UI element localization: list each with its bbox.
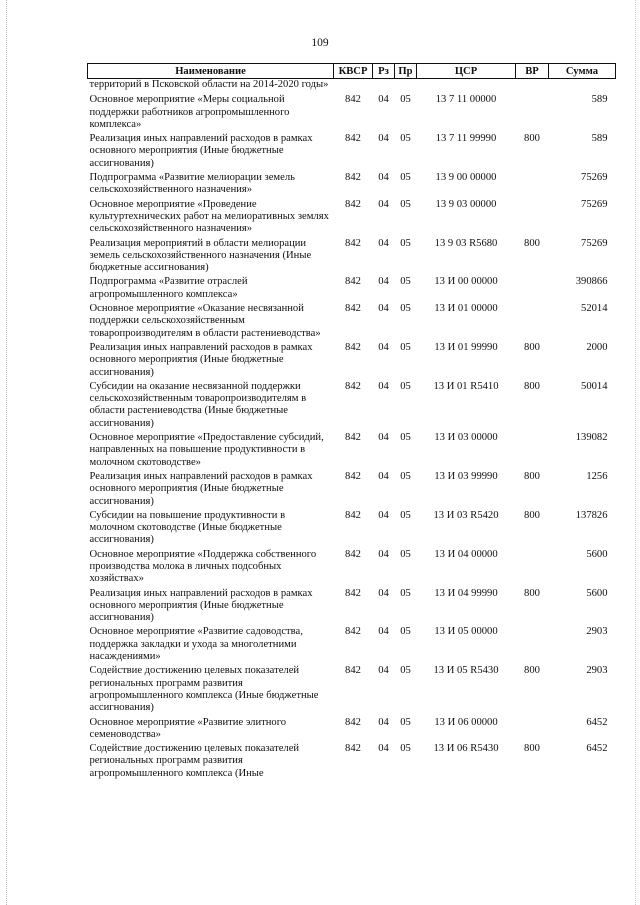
cell-csr: 13 И 06 R5430: [433, 743, 499, 755]
cell-vr: [516, 199, 549, 238]
cell-sum: 6452: [586, 716, 608, 728]
cell-kvsr: 842: [345, 237, 361, 249]
cell-name: Основное мероприятие «Предоставление субсидий, направленных на повышение продуктивности в молочном скотоводстве»: [89, 432, 324, 468]
cell-csr: 13 И 01 00000: [434, 303, 498, 315]
cell-rz: 04: [378, 743, 389, 755]
cell-vr: [516, 303, 549, 342]
cell-sum: 589: [591, 133, 608, 145]
cell-pr: 05: [400, 626, 411, 638]
cell-vr: [516, 94, 549, 133]
cell-sum: 75269: [581, 172, 608, 184]
cell-pr: 05: [400, 198, 411, 210]
cell-name: Основное мероприятие «Меры социальной поддержки работников агропромышленного комплекса»: [89, 94, 290, 130]
cell-name: Основное мероприятие «Проведение культуртехнических работ на мелиоративных землях сельскохозяйственного назначения»: [89, 198, 329, 235]
cell-vr: 800: [524, 380, 540, 392]
cell-vr: 800: [524, 237, 540, 249]
header-rz: Рз: [373, 64, 395, 79]
cell-vr: [516, 626, 549, 665]
cell-rz: 04: [378, 172, 389, 184]
cell-kvsr: 842: [345, 432, 361, 444]
cell-pr: 05: [400, 548, 411, 560]
header-name: Наименование: [88, 64, 334, 79]
cell-rz: 04: [378, 665, 389, 677]
cell-sum: 1256: [586, 470, 608, 482]
cell-sum: 52014: [581, 303, 608, 315]
table-row: [88, 588, 616, 627]
table-row: [88, 510, 616, 549]
cell-pr: 05: [400, 587, 411, 599]
header-sum: Сумма: [549, 64, 616, 79]
cell-name: Подпрограмма «Развитие отраслей агропромышленного комплекса»: [89, 276, 248, 300]
cell-csr: 13 И 00 00000: [434, 276, 498, 288]
cell-rz: 04: [378, 626, 389, 638]
cell-name: Содействие достижению целевых показателей региональных программ развития агропромышленного комплекса (Иные: [89, 743, 300, 779]
cell-pr: 05: [400, 743, 411, 755]
cell-pr: 05: [400, 665, 411, 677]
cell-name: Реализация иных направлений расходов в рамках основного мероприятия (Иные бюджетные ассигнования): [89, 587, 313, 624]
cell-csr: 13 9 03 R5680: [434, 237, 498, 249]
cell-csr: 13 И 01 99990: [434, 341, 498, 353]
cell-kvsr: 842: [345, 470, 361, 482]
cell-csr: 13 И 05 00000: [434, 626, 498, 638]
cell-sum: 5600: [586, 548, 608, 560]
cell-kvsr: 842: [345, 341, 361, 353]
table-header-row: [88, 64, 616, 79]
cell-sum: 75269: [581, 198, 608, 210]
cell-csr: 13 7 11 99990: [435, 133, 497, 145]
cell-name: Реализация иных направлений расходов в рамках основного мероприятия (Иные бюджетные ассигнования): [89, 341, 313, 378]
table-row: [88, 342, 616, 381]
table-row: [88, 238, 616, 277]
cell-sum: 6452: [586, 743, 608, 755]
cell-name: Основное мероприятие «Развитие садоводства, поддержка закладки и ухода за многолетними насаждениями»: [89, 626, 303, 663]
cell-csr: 13 И 03 00000: [434, 432, 498, 444]
cell-vr: [516, 432, 549, 471]
budget-table-container: [87, 63, 615, 782]
table-row: [88, 743, 616, 782]
cell-kvsr: 842: [345, 743, 361, 755]
cell-name: Подпрограмма «Развитие мелиорации земель сельскохозяйственного назначения»: [89, 172, 295, 196]
cell-csr: 13 И 05 R5430: [433, 665, 499, 677]
cell-kvsr: 842: [345, 276, 361, 288]
table-row: [88, 471, 616, 510]
cell-sum: 2903: [586, 626, 608, 638]
header-pr: Пр: [395, 64, 417, 79]
cell-kvsr: 842: [345, 94, 361, 106]
table-row: [88, 381, 616, 432]
header-kvsr: КВСР: [334, 64, 373, 79]
cell-sum: 2000: [586, 341, 608, 353]
cell-rz: 04: [378, 341, 389, 353]
cell-kvsr: 842: [345, 380, 361, 392]
cell-kvsr: 842: [345, 509, 361, 521]
scan-edge-left: [6, 0, 7, 905]
cell-rz: 04: [378, 470, 389, 482]
table-row: [88, 626, 616, 665]
cell-vr: [516, 549, 549, 588]
cell-vr: 800: [524, 665, 540, 677]
table-row: [88, 665, 616, 716]
cell-csr: 13 И 06 00000: [434, 716, 498, 728]
budget-table: [87, 63, 616, 782]
cell-sum: 589: [591, 94, 608, 106]
table-row: [88, 276, 616, 303]
cell-name: Основное мероприятие «Развитие элитного семеноводства»: [89, 716, 287, 740]
table-row: [88, 94, 616, 133]
cell-vr: 800: [524, 133, 540, 145]
cell-vr: 800: [524, 743, 540, 755]
cell-pr: 05: [400, 94, 411, 106]
cell-name: Реализация иных направлений расходов в рамках основного мероприятия (Иные бюджетные ассигнования): [89, 133, 313, 169]
cell-sum: 390866: [575, 276, 608, 288]
header-csr: ЦСР: [417, 64, 516, 79]
table-row: [88, 432, 616, 471]
cell-kvsr: 842: [345, 716, 361, 728]
cell-pr: 05: [400, 470, 411, 482]
cell-kvsr: 842: [345, 626, 361, 638]
cell-rz: 04: [378, 716, 389, 728]
cell-kvsr: 842: [345, 198, 361, 210]
cell-csr: 13 И 03 R5420: [433, 509, 499, 521]
cell-vr: [516, 276, 549, 303]
cell-vr: 800: [524, 509, 540, 521]
cell-pr: 05: [400, 432, 411, 444]
table-row: [88, 303, 616, 342]
page-number: 109: [311, 37, 329, 49]
cell-pr: 05: [400, 172, 411, 184]
cell-vr: [516, 172, 549, 199]
cell-kvsr: 842: [345, 587, 361, 599]
cell-csr: 13 9 00 00000: [435, 172, 497, 184]
table-row: [88, 133, 616, 172]
cell-csr: 13 И 04 99990: [434, 587, 498, 599]
cell-kvsr: 842: [345, 665, 361, 677]
cell-vr: 800: [524, 470, 540, 482]
cell-csr: 13 7 11 00000: [435, 94, 497, 106]
table-row: [88, 549, 616, 588]
cell-name: Субсидии на повышение продуктивности в молочном скотоводстве (Иные бюджетные ассигнования): [89, 509, 286, 546]
cell-sum: 137826: [575, 509, 608, 521]
cell-rz: 04: [378, 509, 389, 521]
cell-sum: 5600: [586, 587, 608, 599]
cell-csr: 13 И 01 R5410: [433, 380, 499, 392]
cell-kvsr: 842: [345, 303, 361, 315]
cell-rz: 04: [378, 303, 389, 315]
cell-csr: 13 И 03 99990: [434, 470, 498, 482]
cell-kvsr: 842: [345, 548, 361, 560]
cell-pr: 05: [400, 303, 411, 315]
cell-sum: 2903: [586, 665, 608, 677]
cell-csr: 13 9 03 00000: [435, 198, 497, 210]
cell-kvsr: 842: [345, 133, 361, 145]
cell-name: Субсидии на оказание несвязанной поддержки сельскохозяйственным товаропроизводителям в области растениеводства (Иные бюджетные ассигнования): [89, 380, 307, 429]
cell-rz: 04: [378, 237, 389, 249]
cell-rz: 04: [378, 133, 389, 145]
cell-name: Основное мероприятие «Оказание несвязанной поддержки сельскохозяйственным товаропроизводителям в области растениеводства»: [89, 303, 321, 339]
table-row: [88, 717, 616, 744]
cell-rz: 04: [378, 432, 389, 444]
table-row: [88, 172, 616, 199]
cell-name: Содействие достижению целевых показателей региональных программ развития агропромышленного комплекса (Иные бюджетные ассигнования): [89, 665, 319, 714]
cell-rz: 04: [378, 198, 389, 210]
cell-kvsr: 842: [345, 172, 361, 184]
cell-name: Реализация мероприятий в области мелиорации земель сельскохозяйственного назначения (Иные бюджетные ассигнования): [89, 237, 312, 274]
cell-name: Основное мероприятие «Поддержка собственного производства молока в личных подсобных хозяйствах»: [89, 548, 317, 585]
cell-pr: 05: [400, 133, 411, 145]
cell-vr: 800: [524, 587, 540, 599]
cell-name: Реализация иных направлений расходов в рамках основного мероприятия (Иные бюджетные ассигнования): [89, 470, 313, 507]
cell-vr: 800: [524, 341, 540, 353]
continuation-text: территорий в Псковской области на 2014-2020 годы»: [89, 79, 329, 90]
cell-sum: 75269: [581, 237, 608, 249]
cell-csr: 13 И 04 00000: [434, 548, 498, 560]
table-row: [88, 199, 616, 238]
cell-sum: 139082: [575, 432, 608, 444]
cell-pr: 05: [400, 716, 411, 728]
cell-pr: 05: [400, 509, 411, 521]
cell-pr: 05: [400, 237, 411, 249]
scan-edge-right: [635, 0, 636, 905]
cell-sum: 50014: [581, 380, 608, 392]
cell-rz: 04: [378, 380, 389, 392]
cell-pr: 05: [400, 276, 411, 288]
cell-rz: 04: [378, 587, 389, 599]
cell-rz: 04: [378, 548, 389, 560]
cell-pr: 05: [400, 380, 411, 392]
cell-vr: [516, 717, 549, 744]
continuation-row: [88, 79, 616, 95]
cell-pr: 05: [400, 341, 411, 353]
cell-rz: 04: [378, 94, 389, 106]
header-vr: ВР: [516, 64, 549, 79]
cell-rz: 04: [378, 276, 389, 288]
